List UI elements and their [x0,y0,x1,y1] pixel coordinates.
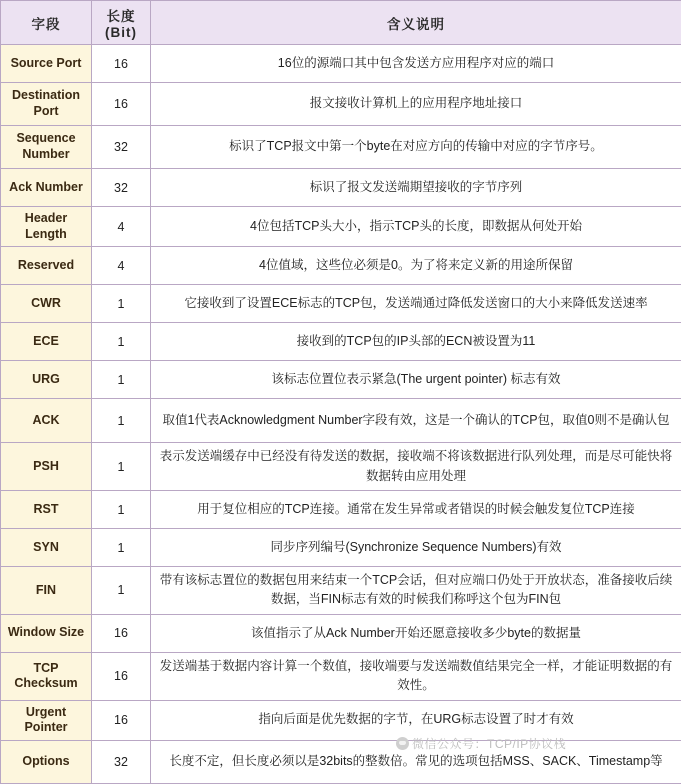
cell-field: URG [1,361,92,399]
cell-field: Source Port [1,45,92,83]
cell-description: 该值指示了从Ack Number开始还愿意接收多少byte的数据量 [151,614,681,652]
cell-length: 1 [92,491,151,529]
cell-description: 4位包括TCP头大小，指示TCP头的长度，即数据从何处开始 [151,207,681,247]
table-row [1,443,681,491]
cell-field: SYN [1,529,92,567]
cell-field: FIN [1,567,92,615]
cell-description: 它接收到了设置ECE标志的TCP包，发送端通过降低发送窗口的大小来降低发送速率 [151,285,681,323]
cell-length: 16 [92,700,151,740]
table-row [1,169,681,207]
cell-description: 长度不定，但长度必须以是32bits的整数倍。常见的选项包括MSS、SACK、Timestamp等 [151,740,681,783]
cell-length: 4 [92,207,151,247]
table-row [1,126,681,169]
cell-description: 报文接收计算机上的应用程序地址接口 [151,83,681,126]
cell-field: ACK [1,399,92,443]
table-header-row [1,1,681,45]
watermark-text: 微信公众号：TCP/IP协议栈 [412,737,566,751]
table-row [1,491,681,529]
cell-description: 表示发送端缓存中已经没有待发送的数据，接收端不将该数据进行队列处理，而是尽可能快将数据转由应用处理 [151,443,681,491]
table-row [1,700,681,740]
cell-field: TCP Checksum [1,652,92,700]
cell-length: 32 [92,169,151,207]
cell-description: 标识了报文发送端期望接收的字节序列 [151,169,681,207]
cell-field: ECE [1,323,92,361]
cell-length: 1 [92,529,151,567]
cell-field: Ack Number [1,169,92,207]
cell-length: 32 [92,126,151,169]
cell-length: 1 [92,361,151,399]
table-row [1,529,681,567]
cell-field: CWR [1,285,92,323]
cell-field: Reserved [1,247,92,285]
cell-length: 1 [92,323,151,361]
table-row [1,361,681,399]
table-header [1,1,681,45]
table-row [1,323,681,361]
cell-description: 该标志位置位表示紧急(The urgent pointer) 标志有效 [151,361,681,399]
cell-field: Destination Port [1,83,92,126]
cell-length: 1 [92,443,151,491]
cell-field: Header Length [1,207,92,247]
cell-length: 16 [92,45,151,83]
table-row [1,83,681,126]
cell-field: Window Size [1,614,92,652]
cell-length: 4 [92,247,151,285]
table-row [1,285,681,323]
cell-length: 16 [92,83,151,126]
cell-description: 用于复位相应的TCP连接。通常在发生异常或者错误的时候会触发复位TCP连接 [151,491,681,529]
cell-length: 1 [92,399,151,443]
table-row [1,652,681,700]
cell-length: 32 [92,740,151,783]
column-header-length: 长度(Bit) [92,1,151,45]
cell-description: 发送端基于数据内容计算一个数值，接收端要与发送端数值结果完全一样，才能证明数据的有效性。 [151,652,681,700]
cell-field: Sequence Number [1,126,92,169]
cell-description: 同步序列编号(Synchronize Sequence Numbers)有效 [151,529,681,567]
cell-length: 1 [92,285,151,323]
cell-description: 带有该标志置位的数据包用来结束一个TCP会话，但对应端口仍处于开放状态，准备接收后续数据，当FIN标志有效的时候我们称呼这个包为FIN包 [151,567,681,615]
table-row [1,45,681,83]
table-row [1,567,681,615]
cell-field: RST [1,491,92,529]
column-header-field: 字段 [1,1,92,45]
cell-length: 16 [92,652,151,700]
cell-field: PSH [1,443,92,491]
table-body [1,45,681,784]
cell-description: 取值1代表Acknowledgment Number字段有效，这是一个确认的TCP包，取值0则不是确认包 [151,399,681,443]
cell-description: 指向后面是优先数据的字节，在URG标志设置了时才有效 [151,700,681,740]
cell-length: 16 [92,614,151,652]
cell-description: 接收到的TCP包的IP头部的ECN被设置为11 [151,323,681,361]
cell-description: 16位的源端口其中包含发送方应用程序对应的端口 [151,45,681,83]
cell-description: 4位值域，这些位必须是0。为了将来定义新的用途所保留 [151,247,681,285]
cell-field: Urgent Pointer [1,700,92,740]
table-row [1,399,681,443]
cell-field: Options [1,740,92,783]
table-row [1,207,681,247]
column-header-description: 含义说明 [151,1,681,45]
table-row [1,740,681,783]
table-row [1,247,681,285]
cell-description: 标识了TCP报文中第一个byte在对应方向的传输中对应的字节序号。 [151,126,681,169]
cell-length: 1 [92,567,151,615]
table-row [1,614,681,652]
